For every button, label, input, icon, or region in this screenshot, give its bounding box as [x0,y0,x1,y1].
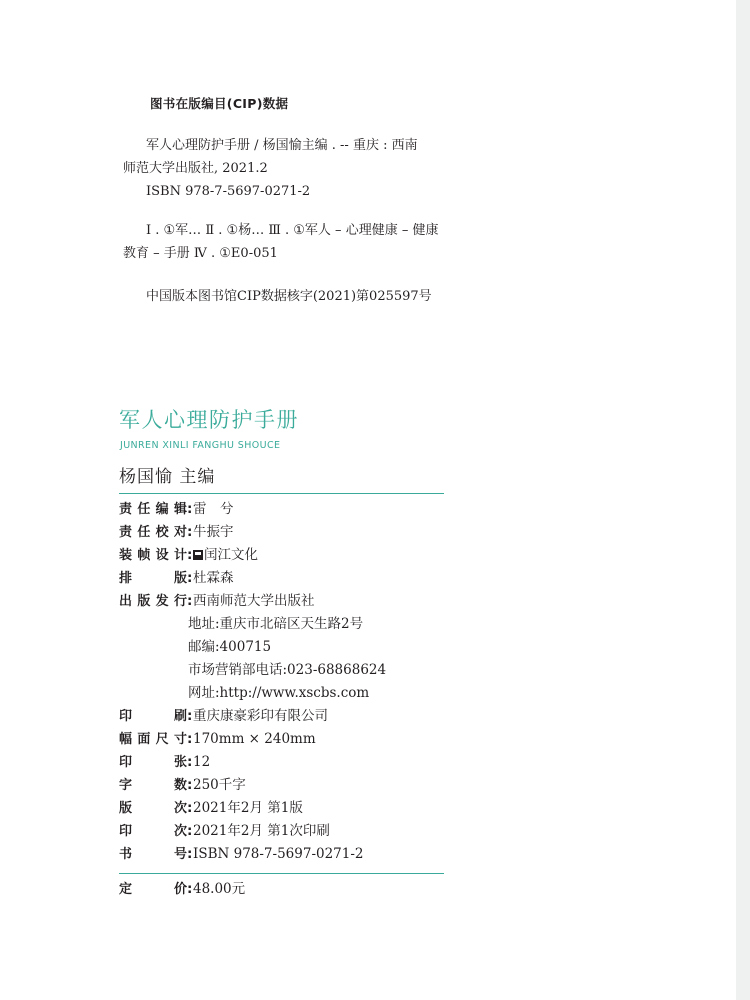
price-value: 48.00元 [193,881,246,897]
imprint-value: 250千字 [193,777,246,793]
imprint-row-typesetting: 排 版 : 杜霖森 [119,567,449,590]
imprint-value: 12 [193,754,211,770]
imprint-value: 牛振宇 [193,524,234,540]
divider-top [119,493,444,494]
imprint-label: 定 价 [119,882,187,897]
imprint-row-design: 装 帧 设 计 : 闰江文化 [119,544,449,567]
publisher-phone: 市场营销部电话:023-68868624 [188,662,387,678]
cip-record-number: 中国版本图书馆CIP数据核字(2021)第025597号 [146,289,432,304]
imprint-row-proofreader: 责 任 校 对 : 牛振宇 [119,521,449,544]
publisher-address: 地址:重庆市北碚区天生路2号 [188,616,364,632]
cip-line: Ⅰ . ①军… Ⅱ . ①杨… Ⅲ . ①军人 – 心理健康 – 健康 [146,223,439,238]
cip-line: 教育 – 手册 Ⅳ . ①E0-051 [123,246,278,261]
imprint-row-price: 定 价 : 48.00元 [119,878,449,901]
cip-classification [123,219,453,265]
imprint-value: ISBN 978-7-5697-0271-2 [193,846,364,862]
imprint-info [119,498,449,866]
book-title: 军人心理防护手册 [119,408,299,432]
imprint-label: 字 数 [119,778,187,793]
imprint-label: 责 任 编 辑 [119,502,187,517]
imprint-value: 2021年2月 第1版 [193,800,303,816]
imprint-value: 重庆康豪彩印有限公司 [193,708,328,724]
imprint-value: 2021年2月 第1次印刷 [193,823,330,839]
book-author: 杨国愉 主编 [119,467,216,487]
imprint-label: 印 次 [119,824,187,839]
publisher-website: 网址:http://www.xscbs.com [188,685,370,701]
imprint-label: 装 帧 设 计 [119,548,187,563]
imprint-label: 版 次 [119,801,187,816]
page-edge-strip [736,0,750,1000]
imprint-label: 印 刷 [119,709,187,724]
imprint-row-editor: 责 任 编 辑 : 雷 兮 [119,498,449,521]
price-info [119,878,449,901]
cip-line: 师范大学出版社, 2021.2 [123,161,268,176]
cip-record [123,285,453,308]
imprint-value: 杜霖森 [193,570,234,586]
imprint-row-edition: 版 次 : 2021年2月 第1版 [119,797,449,820]
imprint-label: 印 张 [119,755,187,770]
cip-description [123,134,453,203]
imprint-label: 排 版 [119,571,187,586]
imprint-label: 幅 面 尺 寸 [119,732,187,747]
imprint-row-words: 字 数 : 250千字 [119,774,449,797]
divider-bottom [119,873,444,874]
imprint-label: 责 任 校 对 [119,525,187,540]
book-title-pinyin: JUNREN XINLI FANGHU SHOUCE [120,440,281,451]
imprint-row-printing: 印 次 : 2021年2月 第1次印刷 [119,820,449,843]
cip-line: 军人心理防护手册 / 杨国愉主编 . -- 重庆 : 西南 [146,138,418,153]
imprint-row-printer: 印 刷 : 重庆康豪彩印有限公司 [119,705,449,728]
imprint-value: 雷 兮 [193,501,234,517]
imprint-value: 170mm × 240mm [193,731,316,747]
cip-isbn: ISBN 978-7-5697-0271-2 [146,184,311,199]
imprint-label: 书 号 [119,847,187,862]
imprint-row-size: 幅 面 尺 寸 : 170mm × 240mm [119,728,449,751]
publisher-postcode: 邮编:400715 [188,639,272,655]
imprint-value: 西南师范大学出版社 [193,593,315,609]
imprint-row-publisher: 出 版 发 行 : 西南师范大学出版社 [119,590,449,613]
imprint-row-sheets: 印 张 : 12 [119,751,449,774]
imprint-label: 出 版 发 行 [119,594,187,609]
imprint-row-isbn: 书 号 : ISBN 978-7-5697-0271-2 [119,843,449,866]
design-studio-logo-icon [193,550,203,560]
cip-title: 图书在版编目(CIP)数据 [150,96,289,111]
imprint-value: 闰江文化 [193,544,258,567]
